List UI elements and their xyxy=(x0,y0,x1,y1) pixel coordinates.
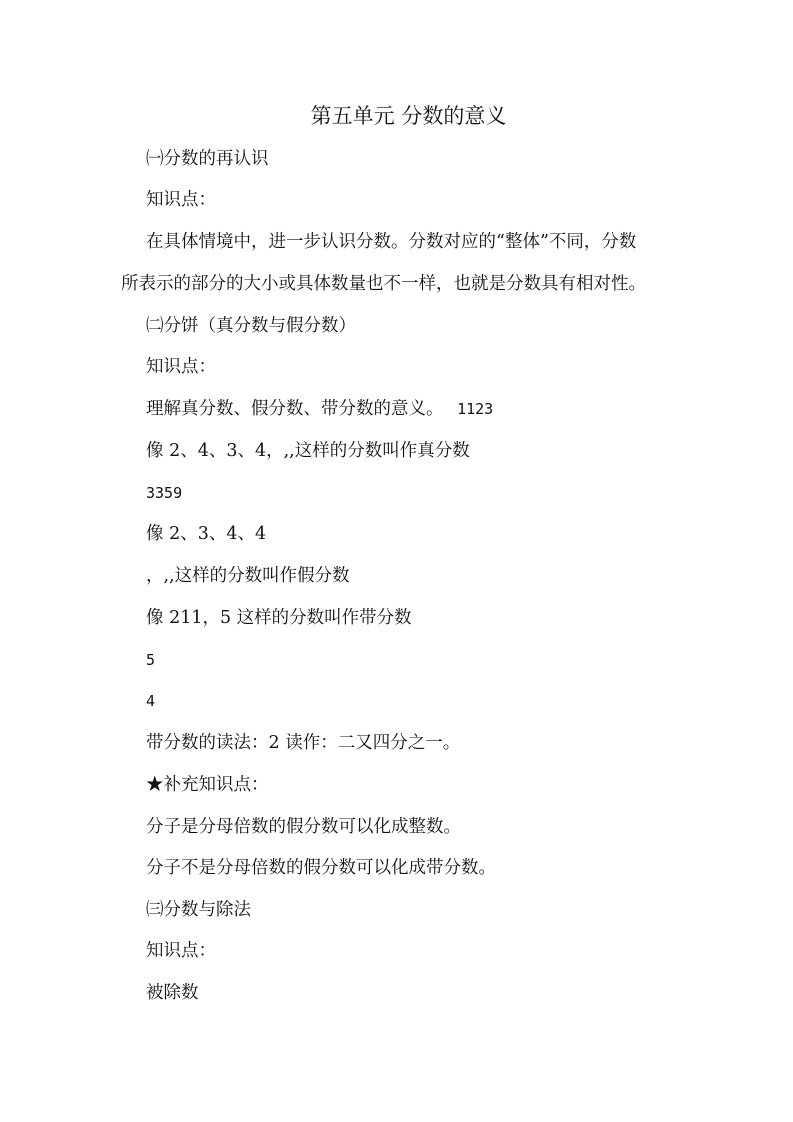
knowledge-label-2: 知识点： xyxy=(146,357,216,377)
definition-text xyxy=(146,396,493,422)
definition-text-main: 理解真分数、假分数、带分数的意义。 xyxy=(146,399,444,419)
supplement-heading: ★补充知识点： xyxy=(146,775,269,795)
fraction-numerators-1: 1123 xyxy=(457,400,494,418)
section-heading-1: ㈠分数的再认识 xyxy=(146,149,269,169)
section-heading-3: ㈢分数与除法 xyxy=(146,900,251,920)
supplement-point-2: 分子不是分母倍数的假分数可以化成带分数。 xyxy=(146,858,496,878)
proper-fraction-example: 像 2、4、3、4，,,这样的分数叫作真分数 xyxy=(146,441,470,461)
knowledge-label-3: 知识点： xyxy=(146,941,216,961)
supplement-point-1: 分子是分母倍数的假分数可以化成整数。 xyxy=(146,817,461,837)
mixed-number-part-2: 4 xyxy=(146,692,156,710)
dividend-label: 被除数 xyxy=(146,983,199,1003)
mixed-number-example: 像 211，5 这样的分数叫作带分数 xyxy=(146,608,412,628)
mixed-number-part-1: 5 xyxy=(146,651,156,669)
section-heading-2: ㈡分饼（真分数与假分数） xyxy=(146,316,356,336)
paragraph-line-1: 在具体情境中，进一步认识分数。分数对应的“整体”不同，分数 xyxy=(146,232,637,252)
improper-fraction-example: ，,,这样的分数叫作假分数 xyxy=(146,566,350,586)
knowledge-label-1: 知识点： xyxy=(146,190,216,210)
mixed-number-reading: 带分数的读法：2 读作：二又四分之一。 xyxy=(146,733,461,753)
page-title: 第五单元 分数的意义 xyxy=(310,104,507,128)
paragraph-line-2: 所表示的部分的大小或具体数量也不一样，也就是分数具有相对性。 xyxy=(121,274,646,294)
fraction-numerators-2: 3359 xyxy=(146,484,183,502)
improper-fraction-denominators: 像 2、3、4、4 xyxy=(146,524,267,544)
